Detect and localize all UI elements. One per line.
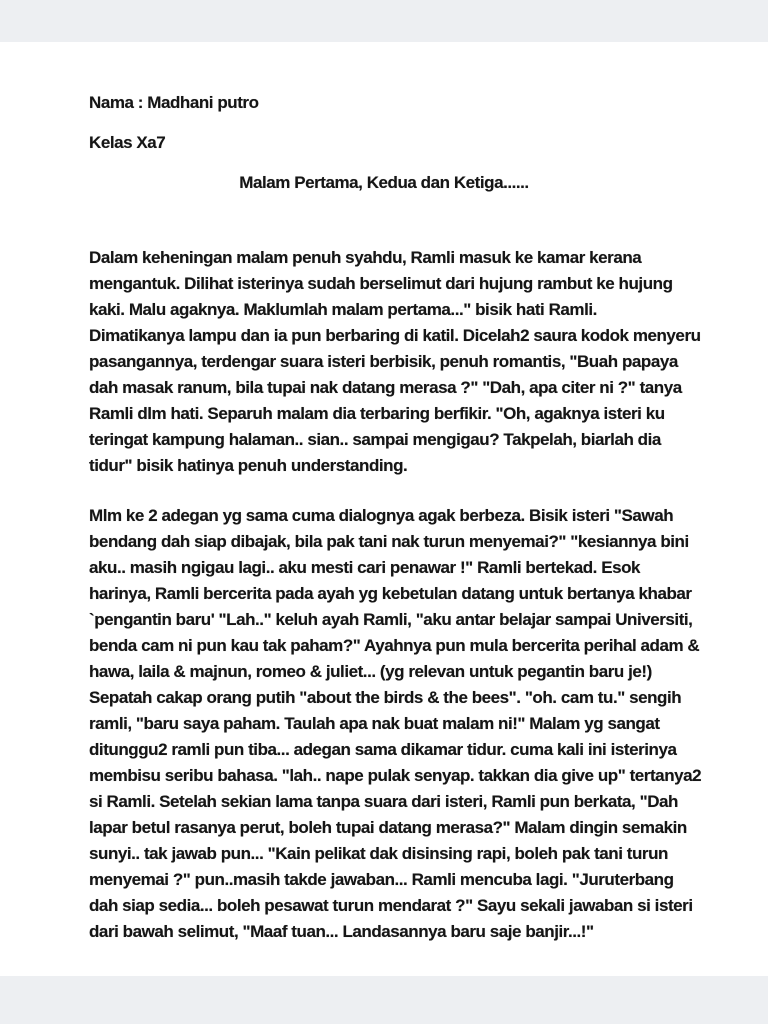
student-class-line: Kelas Xa7 xyxy=(89,133,166,152)
text-line: Dalam keheningan malam penuh syahdu, Ramli masuk ke kamar kerana xyxy=(89,248,642,267)
text-line: Mlm ke 2 adegan yg sama cuma dialognya agak berbeza. Bisik isteri "Sawah xyxy=(89,506,674,525)
text-line: `pengantin baru' "Lah.." keluh ayah Ramli, "aku antar belajar sampai Universiti, xyxy=(89,610,693,629)
text-line: tidur" bisik hatinya penuh understanding. xyxy=(89,456,408,475)
text-line: membisu seribu bahasa. "lah.. nape pulak senyap. takkan dia give up" tertanya2 xyxy=(89,766,702,785)
document-title: Malam Pertama, Kedua dan Ketiga...... xyxy=(239,173,529,192)
text-line: mengantuk. Dilihat isterinya sudah berselimut dari hujung rambut ke hujung xyxy=(89,274,673,293)
text-line: lapar betul rasanya perut, boleh tupai datang merasa?" Malam dingin semakin xyxy=(89,818,687,837)
text-line: dah masak ranum, bila tupai nak datang merasa ?" "Dah, apa citer ni ?" tanya xyxy=(89,378,682,397)
text-line: pasangannya, terdengar suara isteri berbisik, penuh romantis, "Buah papaya xyxy=(89,352,678,371)
text-line: harinya, Ramli bercerita pada ayah yg kebetulan datang untuk bertanya khabar xyxy=(89,584,692,603)
text-line: bendang dah siap dibajak, bila pak tani nak turun menyemai?" "kesiannya bini xyxy=(89,532,689,551)
text-line: ramli, "baru saya paham. Taulah apa nak buat malam ni!" Malam yg sangat xyxy=(89,714,660,733)
text-line: dari bawah selimut, "Maaf tuan... Landasannya baru saje banjir...!" xyxy=(89,922,594,941)
text-line: hawa, laila & majnun, romeo & juliet... (yg relevan untuk pegantin baru je!) xyxy=(89,662,652,681)
text-line: aku.. masih ngigau lagi.. aku mesti cari penawar !" Ramli bertekad. Esok xyxy=(89,558,641,577)
text-line: dah siap sedia... boleh pesawat turun mendarat ?" Sayu sekali jawaban si isteri xyxy=(89,896,693,915)
text-line: ditunggu2 ramli pun tiba... adegan sama dikamar tidur. cuma kali ini isterinya xyxy=(89,740,677,759)
text-line: Sepatah cakap orang putih "about the birds & the bees". "oh. cam tu." sengih xyxy=(89,688,682,707)
paragraph-1 xyxy=(89,245,701,479)
text-line: Ramli dlm hati. Separuh malam dia terbaring berfikir. "Oh, agaknya isteri ku xyxy=(89,404,665,423)
top-letterbox-band xyxy=(0,0,768,42)
paragraph-2 xyxy=(89,503,701,945)
text-line: benda cam ni pun kau tak paham?" Ayahnya pun mula bercerita perihal adam & xyxy=(89,636,700,655)
text-line: menyemai ?" pun..masih takde jawaban... Ramli mencuba lagi. "Juruterbang xyxy=(89,870,674,889)
text-line: teringat kampung halaman.. sian.. sampai mengigau? Takpelah, biarlah dia xyxy=(89,430,661,449)
student-name-line: Nama : Madhani putro xyxy=(89,93,259,112)
text-line: kaki. Malu agaknya. Maklumlah malam pertama..." bisik hati Ramli. xyxy=(89,300,597,319)
bottom-letterbox-band xyxy=(0,976,768,1024)
text-line: Dimatikanya lampu dan ia pun berbaring di katil. Dicelah2 saura kodok menyeru xyxy=(89,326,701,345)
text-line: sunyi.. tak jawab pun... "Kain pelikat dak disinsing rapi, boleh pak tani turun xyxy=(89,844,668,863)
text-line: si Ramli. Setelah sekian lama tanpa suara dari isteri, Ramli pun berkata, "Dah xyxy=(89,792,678,811)
